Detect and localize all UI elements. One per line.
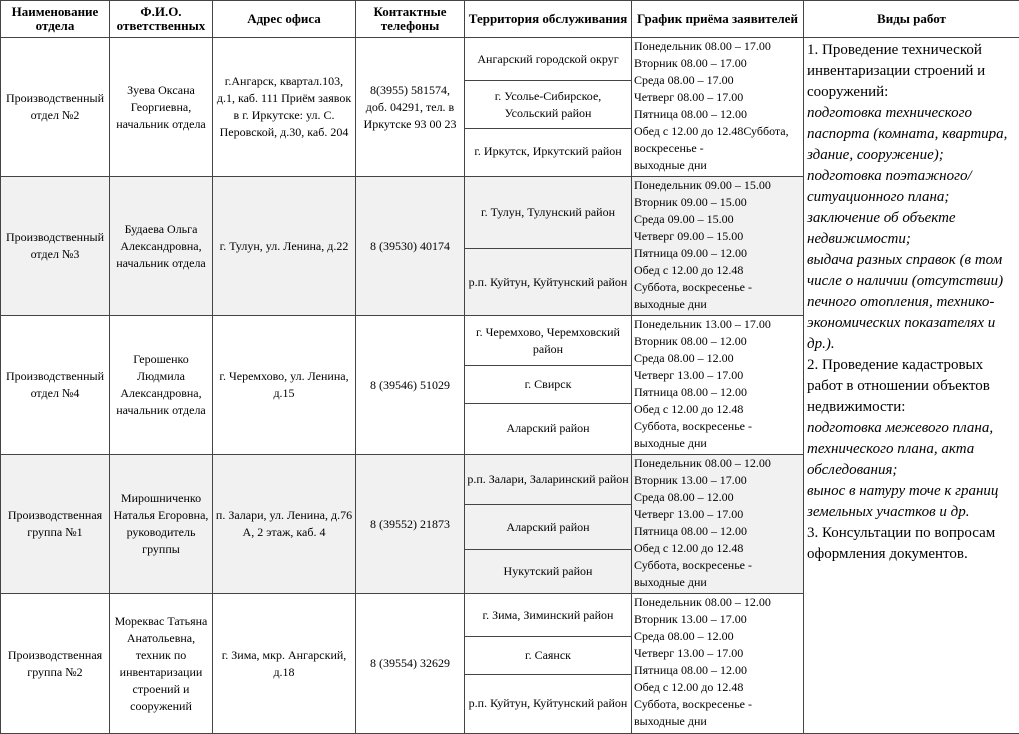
works-subitem bbox=[807, 481, 1013, 523]
territory-item: Нукутский район bbox=[465, 549, 631, 593]
phones-cell: 8(3955) 581574, доб. 04291, тел. в Иркутске 93 00 23 bbox=[356, 38, 465, 177]
schedule-line: Пятница 08.00 – 12.00 bbox=[634, 384, 803, 401]
territory-item: р.п. Куйтун, Куйтунский район bbox=[465, 674, 631, 732]
schedule-line: Пятница 08.00 – 12.00 bbox=[634, 662, 803, 679]
schedule-line: Четверг 13.00 – 17.00 bbox=[634, 506, 803, 523]
phones-cell: 8 (39554) 32629 bbox=[356, 594, 465, 734]
schedule-line: Понедельник 13.00 – 17.00 bbox=[634, 316, 803, 333]
works-cell bbox=[804, 38, 1019, 734]
schedule-line: выходные дни bbox=[634, 574, 803, 591]
schedule-line: Четверг 08.00 – 17.00 bbox=[634, 89, 803, 106]
header-address: Адрес офиса bbox=[213, 1, 356, 38]
schedule-cell bbox=[632, 455, 804, 594]
schedule-line: выходные дни bbox=[634, 435, 803, 452]
schedule-line: Четверг 09.00 – 15.00 bbox=[634, 228, 803, 245]
person-cell: Мирошниченко Наталья Егоровна, руководитель группы bbox=[110, 455, 213, 594]
works-item: 2. Проведение кадастровых работ в отношении объектов недвижимости: bbox=[807, 355, 1013, 418]
address-cell: г. Черемхово, ул. Ленина, д.15 bbox=[213, 316, 356, 455]
schedule-line: Вторник 08.00 – 12.00 bbox=[634, 333, 803, 350]
phones-cell: 8 (39546) 51029 bbox=[356, 316, 465, 455]
territory-item: Аларский район bbox=[465, 504, 631, 549]
dept-cell: Производственная группа №2 bbox=[1, 594, 110, 734]
schedule-line: Суббота, воскресенье - bbox=[634, 696, 803, 713]
schedule-line: Суббота, воскресенье - bbox=[634, 418, 803, 435]
schedule-line: Суббота, воскресенье - bbox=[634, 557, 803, 574]
person-cell: Герошенко Людмила Александровна, начальник отдела bbox=[110, 316, 213, 455]
works-subitem-text: подготовка технического паспорта (комната, квартира, здание, сооружение); bbox=[807, 105, 1007, 163]
table-row bbox=[1, 38, 1019, 177]
schedule-line: Пятница 08.00 – 12.00 bbox=[634, 523, 803, 540]
works-subitem bbox=[807, 250, 1013, 355]
works-subitem-text: подготовка межевого плана, технического плана, акта обследования; bbox=[807, 420, 993, 478]
schedule-line: Понедельник 08.00 – 12.00 bbox=[634, 455, 803, 472]
dept-cell: Производственный отдел №2 bbox=[1, 38, 110, 177]
schedule-line: Среда 08.00 – 12.00 bbox=[634, 489, 803, 506]
header-person: Ф.И.О. ответственных bbox=[110, 1, 213, 38]
schedule-line: воскресенье - bbox=[634, 140, 803, 157]
dept-cell: Производственный отдел №4 bbox=[1, 316, 110, 455]
territory-cell bbox=[465, 38, 632, 177]
phones-cell: 8 (39530) 40174 bbox=[356, 177, 465, 316]
schedule-line: выходные дни bbox=[634, 157, 803, 174]
person-cell: Мореквас Татьяна Анатольевна, техник по инвентаризации строений и сооружений bbox=[110, 594, 213, 734]
schedule-line: Пятница 08.00 – 12.00 bbox=[634, 106, 803, 123]
person-cell: Будаева Ольга Александровна, начальник отдела bbox=[110, 177, 213, 316]
territory-item: г. Усолье-Сибирское, Усольский район bbox=[465, 80, 631, 128]
schedule-line: Среда 08.00 – 12.00 bbox=[634, 350, 803, 367]
works-subitem-text: заключение об объекте недвижимости; bbox=[807, 210, 956, 247]
phones-cell: 8 (39552) 21873 bbox=[356, 455, 465, 594]
address-cell: г. Зима, мкр. Ангарский, д.18 bbox=[213, 594, 356, 734]
schedule-line: Вторник 13.00 – 17.00 bbox=[634, 611, 803, 628]
territory-cell bbox=[465, 594, 632, 734]
schedule-line: Суббота, воскресенье - bbox=[634, 279, 803, 296]
territory-item: г. Саянск bbox=[465, 636, 631, 674]
schedule-line: Среда 09.00 – 15.00 bbox=[634, 211, 803, 228]
territory-item: г. Свирск bbox=[465, 365, 631, 403]
schedule-line: Пятница 09.00 – 12.00 bbox=[634, 245, 803, 262]
schedule-line: выходные дни bbox=[634, 713, 803, 730]
person-cell: Зуева Оксана Георгиевна, начальник отдела bbox=[110, 38, 213, 177]
works-subitem bbox=[807, 208, 1013, 250]
territory-cell bbox=[465, 316, 632, 455]
schedule-line: Среда 08.00 – 12.00 bbox=[634, 628, 803, 645]
address-cell: г.Ангарск, квартал.103, д.1, каб. 111 Приём заявок в г. Иркутске: ул. С. Перовской, д.30, каб. 204 bbox=[213, 38, 356, 177]
address-cell: г. Тулун, ул. Ленина, д.22 bbox=[213, 177, 356, 316]
header-row bbox=[1, 1, 1019, 38]
schedule-line: Вторник 09.00 – 15.00 bbox=[634, 194, 803, 211]
works-subitem bbox=[807, 418, 1013, 481]
schedule-line: Вторник 13.00 – 17.00 bbox=[634, 472, 803, 489]
territory-item: г. Тулун, Тулунский район bbox=[465, 177, 631, 248]
territory-item: Ангарский городской округ bbox=[465, 38, 631, 80]
territory-item: р.п. Куйтун, Куйтунский район bbox=[465, 248, 631, 315]
schedule-line: Обед с 12.00 до 12.48Суббота, bbox=[634, 123, 803, 140]
schedule-line: Обед с 12.00 до 12.48 bbox=[634, 679, 803, 696]
dept-cell: Производственный отдел №3 bbox=[1, 177, 110, 316]
schedule-line: Среда 08.00 – 17.00 bbox=[634, 72, 803, 89]
schedule-line: Вторник 08.00 – 17.00 bbox=[634, 55, 803, 72]
territory-item: Аларский район bbox=[465, 403, 631, 452]
schedule-line: Понедельник 08.00 – 12.00 bbox=[634, 594, 803, 611]
schedule-line: Четверг 13.00 – 17.00 bbox=[634, 367, 803, 384]
schedule-line: Понедельник 08.00 – 17.00 bbox=[634, 38, 803, 55]
works-item: 1. Проведение технической инвентаризации строений и сооружений: bbox=[807, 40, 1013, 103]
schedule-line: Понедельник 09.00 – 15.00 bbox=[634, 177, 803, 194]
schedule-cell bbox=[632, 316, 804, 455]
schedule-line: Четверг 13.00 – 17.00 bbox=[634, 645, 803, 662]
works-subitem-text: подготовка поэтажного/ситуационного плана; bbox=[807, 168, 972, 205]
header-dept: Наименование отдела bbox=[1, 1, 110, 38]
schedule-line: выходные дни bbox=[634, 296, 803, 313]
header-territory: Территория обслуживания bbox=[465, 1, 632, 38]
works-subitem bbox=[807, 103, 1013, 166]
territory-cell bbox=[465, 455, 632, 594]
schedule-cell bbox=[632, 594, 804, 734]
territory-item: г. Иркутск, Иркутский район bbox=[465, 128, 631, 174]
schedule-line: Обед с 12.00 до 12.48 bbox=[634, 540, 803, 557]
dept-cell: Производственная группа №1 bbox=[1, 455, 110, 594]
territory-cell bbox=[465, 177, 632, 316]
territory-item: г. Зима, Зиминский район bbox=[465, 594, 631, 636]
header-schedule: График приёма заявителей bbox=[632, 1, 804, 38]
works-subitem-text: выдача разных справок (в том числе о наличии (отсутствии) печного отопления, технико-экономических показателях и др.). bbox=[807, 252, 1003, 352]
works-subitem bbox=[807, 166, 1013, 208]
header-phones: Контактные телефоны bbox=[356, 1, 465, 38]
schedule-cell bbox=[632, 177, 804, 316]
works-item: 3. Консультации по вопросам оформления документов. bbox=[807, 523, 1013, 565]
schedule-line: Обед с 12.00 до 12.48 bbox=[634, 401, 803, 418]
schedule-cell bbox=[632, 38, 804, 177]
schedule-line: Обед с 12.00 до 12.48 bbox=[634, 262, 803, 279]
territory-item: г. Черемхово, Черемховский район bbox=[465, 316, 631, 365]
territory-item: р.п. Залари, Заларинский район bbox=[465, 455, 631, 504]
address-cell: п. Залари, ул. Ленина, д.76 А, 2 этаж, каб. 4 bbox=[213, 455, 356, 594]
header-works: Виды работ bbox=[804, 1, 1019, 38]
works-subitem-text: вынос в натуру точе к границ земельных участков и др. bbox=[807, 483, 998, 520]
